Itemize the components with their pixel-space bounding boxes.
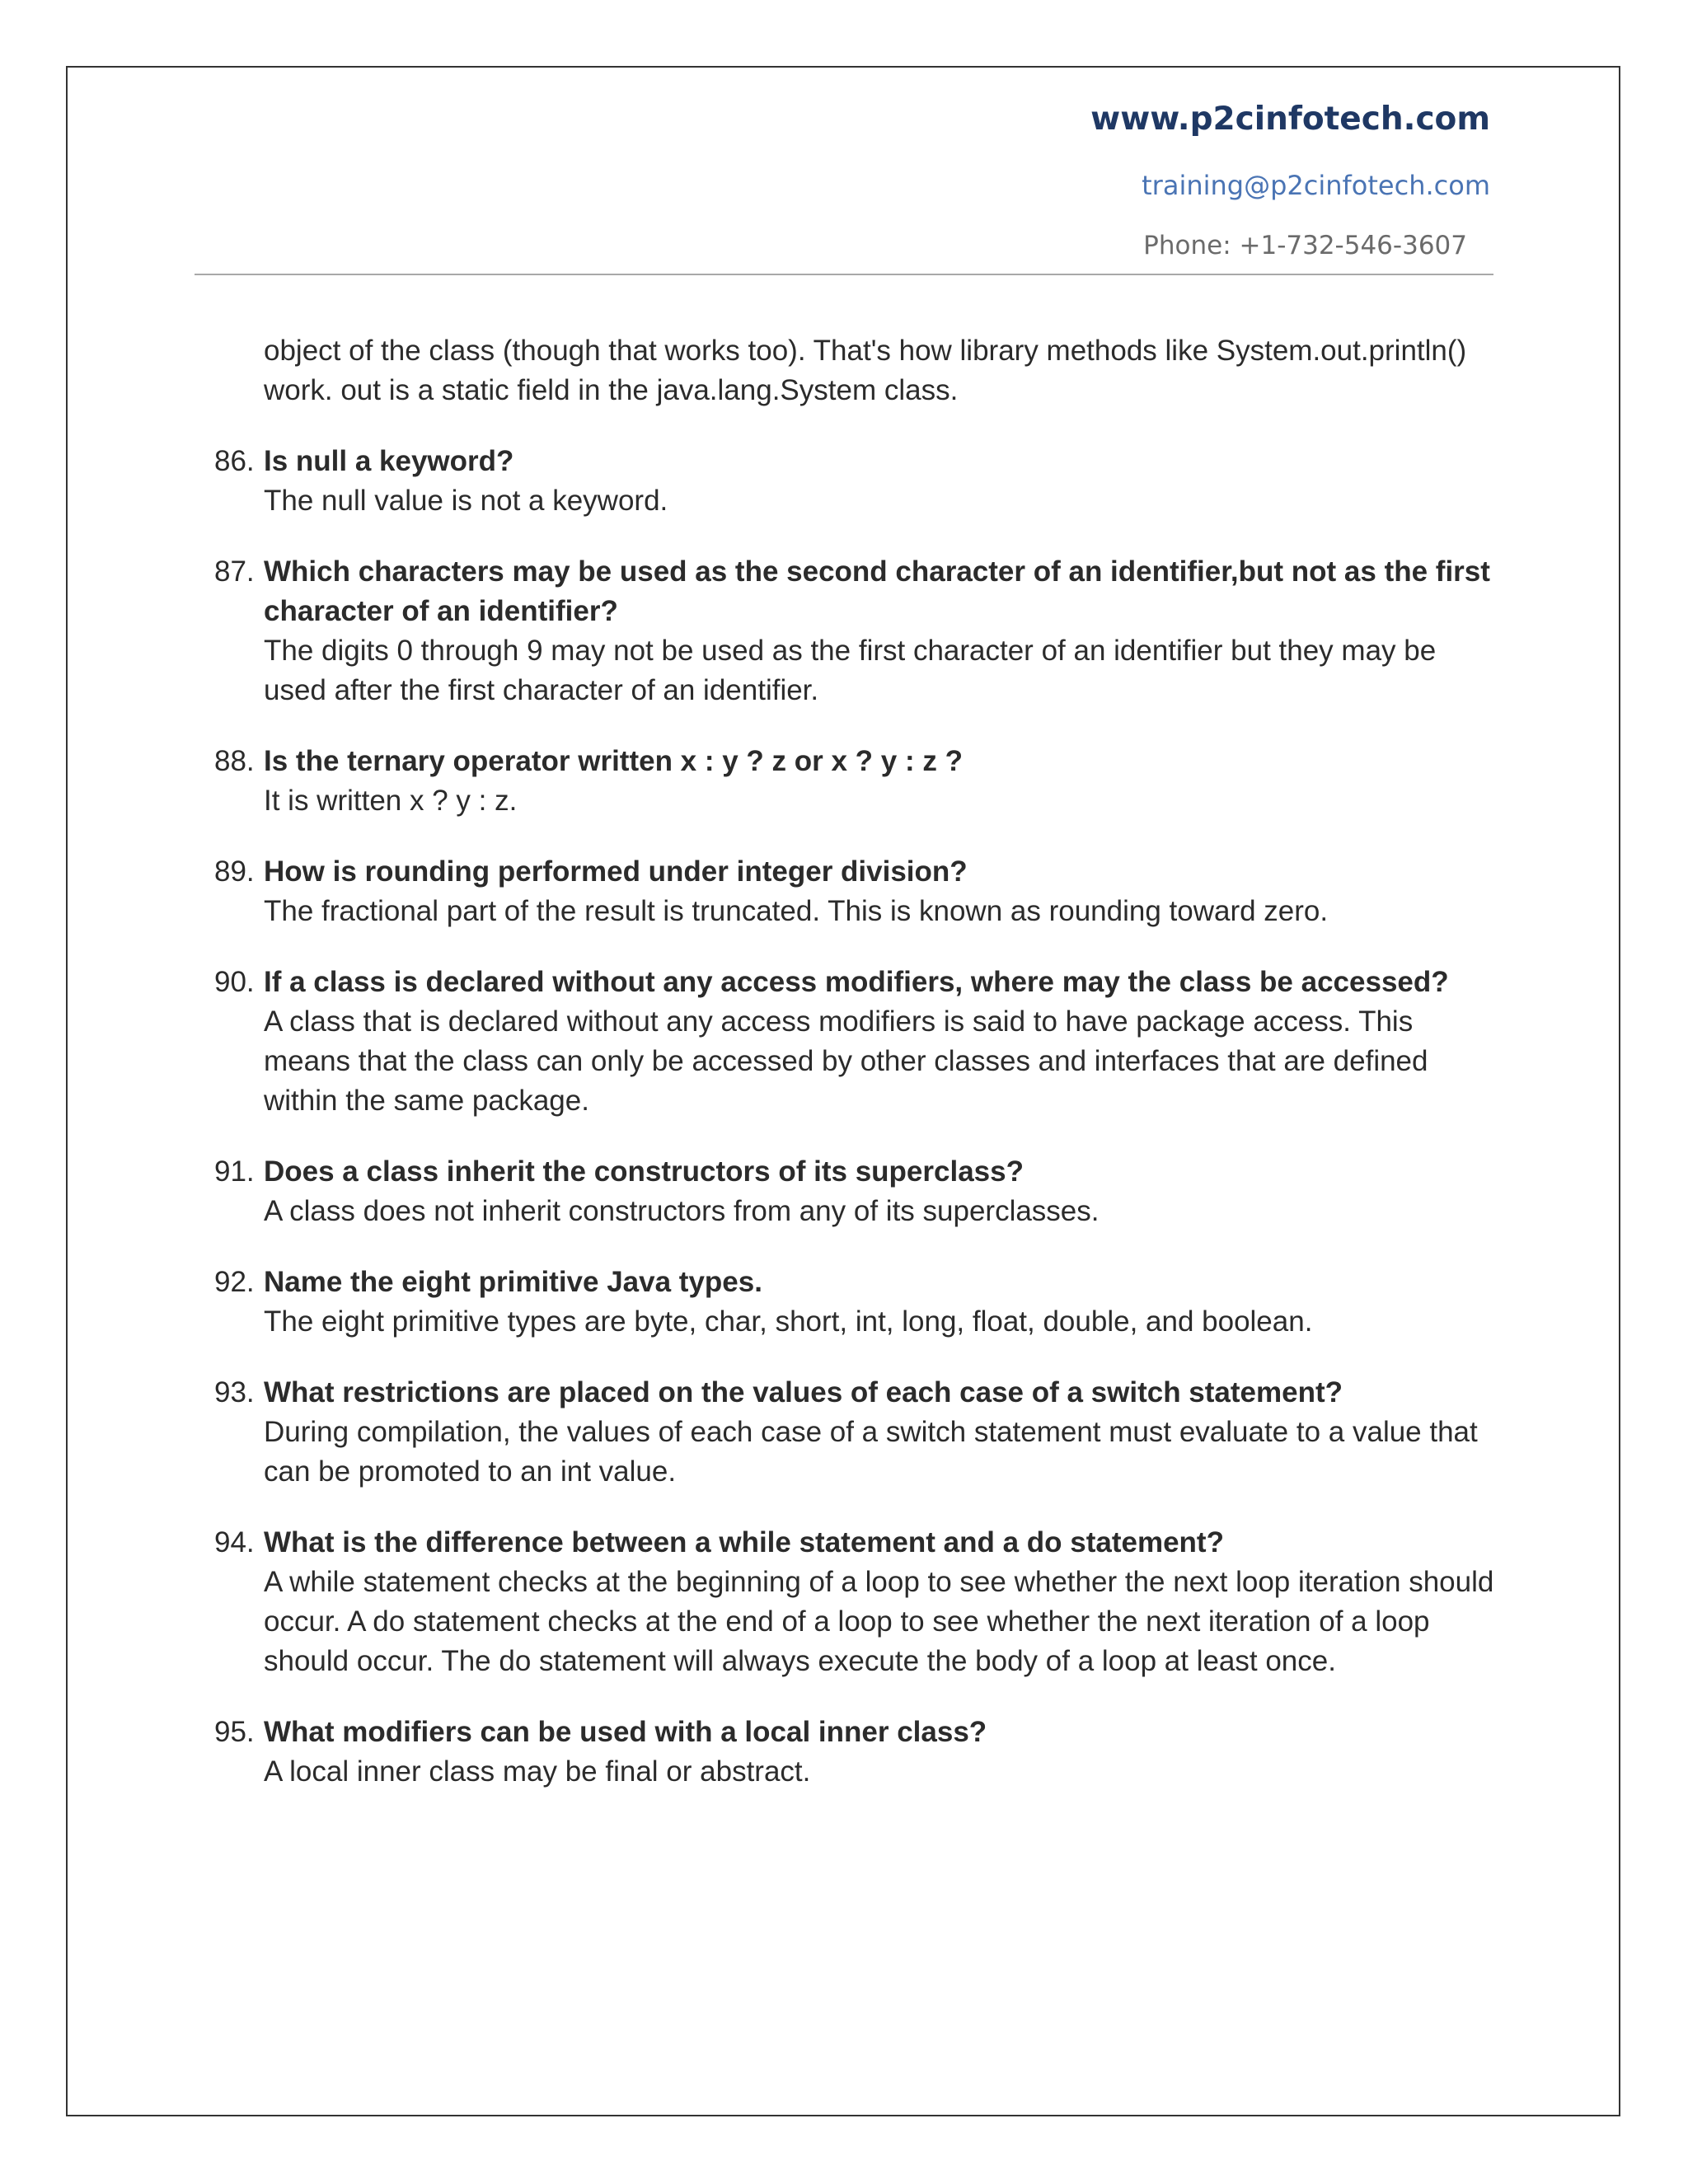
- answer: It is written x ? y : z.: [264, 785, 518, 817]
- item-number: 87.: [214, 555, 255, 588]
- answer: A class that is declared without any access modifiers is said to have package access. This means that the class can only be accessed by other classes and interfaces that are defined within the same package.: [264, 1005, 1428, 1117]
- question: Does a class inherit the constructors of its superclass?: [264, 1155, 1024, 1188]
- question: What is the difference between a while statement and a do statement?: [264, 1526, 1224, 1558]
- item-number: 92.: [214, 1266, 255, 1298]
- question: What restrictions are placed on the values of each case of a switch statement?: [264, 1376, 1343, 1408]
- answer: The fractional part of the result is truncated. This is known as rounding toward zero.: [264, 895, 1329, 927]
- item-number: 88.: [214, 745, 255, 777]
- question: Name the eight primitive Java types.: [264, 1266, 762, 1298]
- answer: A local inner class may be final or abstract.: [264, 1755, 811, 1788]
- item-number: 93.: [214, 1376, 255, 1408]
- question: How is rounding performed under integer division?: [264, 855, 968, 888]
- item-number: 90.: [214, 966, 255, 998]
- item-number: 91.: [214, 1155, 255, 1188]
- answer: The null value is not a keyword.: [264, 485, 668, 517]
- answer: During compilation, the values of each case of a switch statement must evaluate to a value that can be promoted to an int value.: [264, 1416, 1478, 1488]
- document-body: [195, 331, 1497, 1823]
- answer: The digits 0 through 9 may not be used as the first character of an identifier but they may be used after the first character of an identifier.: [264, 635, 1437, 706]
- header-divider: [195, 274, 1493, 275]
- qa-item: [195, 852, 1497, 931]
- website-link[interactable]: www.p2cinfotech.com: [1090, 101, 1490, 138]
- item-number: 89.: [214, 855, 255, 888]
- question: What modifiers can be used with a local inner class?: [264, 1716, 987, 1748]
- question: Which characters may be used as the second character of an identifier,but not as the first character of an identifier?: [264, 555, 1490, 627]
- qa-item: [195, 1523, 1497, 1681]
- answer: The eight primitive types are byte, char, short, int, long, float, double, and boolean.: [264, 1305, 1313, 1338]
- question: Is the ternary operator written x : y ? z or x ? y : z ?: [264, 745, 963, 777]
- question: If a class is declared without any access modifiers, where may the class be accessed?: [264, 966, 1449, 998]
- qa-item: [195, 1152, 1497, 1231]
- phone-number: Phone: +1-732-546-3607: [1143, 231, 1467, 260]
- email-link[interactable]: training@p2cinfotech.com: [1142, 170, 1490, 201]
- item-number: 95.: [214, 1716, 255, 1748]
- question: Is null a keyword?: [264, 445, 514, 477]
- item-number: 86.: [214, 445, 255, 477]
- qa-item: [195, 1373, 1497, 1492]
- item-number: 94.: [214, 1526, 255, 1558]
- qa-item: [195, 442, 1497, 521]
- answer: A while statement checks at the beginning of a loop to see whether the next loop iteration should occur. A do statement checks at the end of a loop to see whether the next iteration of a loop should occur. The do statement will always execute the body of a loop at least once.: [264, 1566, 1494, 1677]
- qa-item: [195, 1713, 1497, 1792]
- lead-paragraph: object of the class (though that works too). That's how library methods like System.out.println() work. out is a static field in the java.lang.System class.: [264, 335, 1467, 406]
- qa-item: [195, 963, 1497, 1121]
- qa-item: [195, 552, 1497, 710]
- qa-item: [195, 742, 1497, 821]
- answer: A class does not inherit constructors from any of its superclasses.: [264, 1195, 1100, 1227]
- qa-item: [195, 1263, 1497, 1342]
